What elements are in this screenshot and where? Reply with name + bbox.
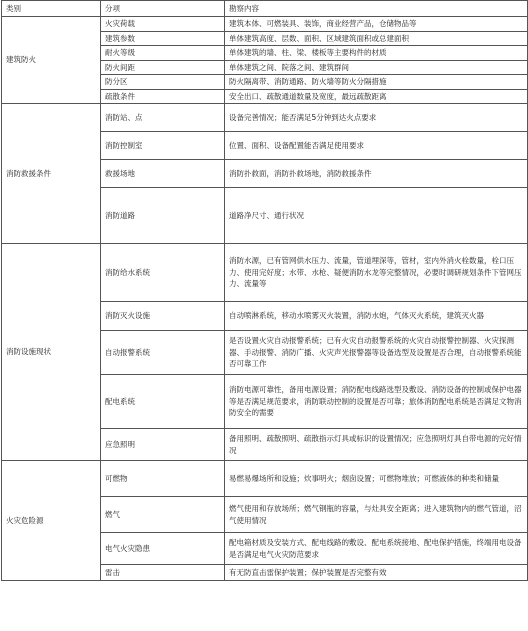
content-cell: 设备完善情况；能否满足5分钟到达火点要求 xyxy=(225,104,528,132)
header-subitem: 分项 xyxy=(101,1,225,17)
subitem-cell: 救援场地 xyxy=(101,160,225,188)
table-row xyxy=(2,244,528,302)
header-category: 类别 xyxy=(2,1,101,17)
subitem-cell: 防火间距 xyxy=(101,60,225,75)
category-cell: 火灾危险源 xyxy=(2,461,101,581)
subitem-cell: 燃气 xyxy=(101,497,225,533)
subitem-cell: 消防站、点 xyxy=(101,104,225,132)
header-row xyxy=(2,1,528,17)
content-cell: 位置、面积、设备配置能否满足使用要求 xyxy=(225,132,528,160)
content-cell: 燃气使用和存放场所；燃气钢瓶的容量，与灶具安全距离；进入建筑物内的燃气管道，沼气使用情况 xyxy=(225,497,528,533)
content-cell: 消防扑救面，消防扑救场地，消防救援条件 xyxy=(225,160,528,188)
subitem-cell: 耐火等级 xyxy=(101,46,225,61)
table-row xyxy=(2,17,528,32)
table-row xyxy=(2,104,528,132)
content-cell: 自动喷淋系统，移动水喷雾灭火装置，消防水炮，气体灭火系统，建筑灭火器 xyxy=(225,302,528,331)
subitem-cell: 火灾荷载 xyxy=(101,17,225,32)
header-content: 勘察内容 xyxy=(225,1,528,17)
subitem-cell: 电气火灾隐患 xyxy=(101,533,225,565)
subitem-cell: 建筑参数 xyxy=(101,31,225,46)
survey-table xyxy=(1,0,528,581)
content-cell: 单体建筑的墙、柱、梁、楼板等主要构件的材质 xyxy=(225,46,528,61)
content-cell: 消防电源可靠性，备用电源设置；消防配电线路选型及敷设、消防设备的控制或保护电器等是否满足规范要求，消防联动控制的设置是否可靠；旅体消防配电系统是否满足文物消防安全的需要 xyxy=(225,375,528,429)
content-cell: 配电箱材质及安装方式、配电线路的敷设、配电系统接地、配电保护措施，终端用电设备是否满足电气火灾防范要求 xyxy=(225,533,528,565)
category-cell: 消防设施现状 xyxy=(2,244,101,461)
content-cell: 备用照明、疏散照明、疏散指示灯具或标识的设置情况；应急照明灯具自带电源的完好情况 xyxy=(225,429,528,461)
subitem-cell: 雷击 xyxy=(101,565,225,581)
content-cell: 道路净尺寸、通行状况 xyxy=(225,188,528,244)
content-cell: 防火隔离带、消防通路、防火墙等防火分隔措施 xyxy=(225,75,528,90)
subitem-cell: 自动报警系统 xyxy=(101,331,225,375)
category-cell: 消防救援条件 xyxy=(2,104,101,244)
content-cell: 消防水源，已有管网供水压力、流量，管道埋深等，管材，室内外消火栓数量，栓口压力、使用完好度；水带、水枪、疑便消防水龙等完整情况，必要时调研规划条件下管网压力、流量等 xyxy=(225,244,528,302)
content-cell: 单体建筑高度、层数、面积、区域建筑面积或总建面积 xyxy=(225,31,528,46)
table-row xyxy=(2,461,528,497)
subitem-cell: 防分区 xyxy=(101,75,225,90)
subitem-cell: 消防给水系统 xyxy=(101,244,225,302)
content-cell: 安全出口、疏散通道数量及宽度，最远疏散距离 xyxy=(225,89,528,104)
content-cell: 是否设置火灾自动报警系统；已有火灾自动报警系统的火灾自动报警控制器、火灾探测器、手动报警、消防广播、火灾声光报警器等设备选型及设置是否合理，自动报警系统能否可靠工作 xyxy=(225,331,528,375)
subitem-cell: 消防道路 xyxy=(101,188,225,244)
content-cell: 单体建筑之间、院落之间、建筑群间 xyxy=(225,60,528,75)
subitem-cell: 配电系统 xyxy=(101,375,225,429)
subitem-cell: 消防控制室 xyxy=(101,132,225,160)
content-cell: 有无防直击雷保护装置；保护装置是否完整有效 xyxy=(225,565,528,581)
category-cell: 建筑防火 xyxy=(2,17,101,104)
content-cell: 易燃易爆场所和设施；炊事明火；烟囱设置；可燃物堆放；可燃液体的种类和储量 xyxy=(225,461,528,497)
subitem-cell: 可燃物 xyxy=(101,461,225,497)
subitem-cell: 应急照明 xyxy=(101,429,225,461)
subitem-cell: 疏散条件 xyxy=(101,89,225,104)
subitem-cell: 消防灭火设施 xyxy=(101,302,225,331)
content-cell: 建筑本体、可燃装具、装饰，商业经营产品，仓储物品等 xyxy=(225,17,528,32)
